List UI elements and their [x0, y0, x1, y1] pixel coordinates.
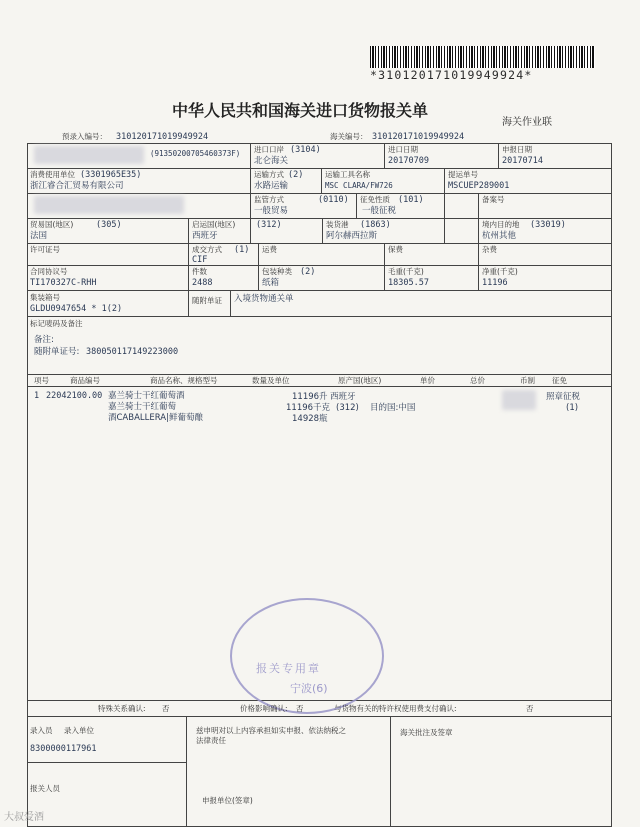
trade-mode-label: 监管方式	[254, 195, 284, 204]
bill-no: MSCUEP289001	[448, 181, 510, 191]
pieces-label: 件数	[192, 267, 207, 276]
deal: CIF	[192, 255, 208, 265]
tax-label: 征免性质	[360, 195, 390, 204]
goods-origin-code: (312)	[336, 403, 359, 413]
origin-label: 启运国(地区)	[192, 220, 236, 229]
tax: 一般征税	[362, 206, 397, 216]
origin: 西班牙	[192, 231, 218, 241]
customs-stamp	[230, 598, 384, 714]
consignee-code: (91350200705460373F)	[150, 149, 241, 158]
declare-date-label: 申报日期	[502, 145, 532, 154]
gross-label: 毛重(千克)	[388, 267, 424, 276]
consumer-label: 消费使用单位	[30, 170, 75, 179]
royalty-label: 与货物有关的特许权使用费支付确认:	[334, 704, 457, 713]
entry-code: 8300000117961	[30, 744, 97, 754]
stamp-line1: 报关专用章	[256, 662, 321, 675]
page-title: 中华人民共和国海关进口货物报关单	[172, 101, 429, 120]
consumer-code: (3301965E35)	[80, 170, 142, 180]
customs-no-value: 310120171019949924	[372, 132, 465, 142]
goods-header-hs: 商品编号	[70, 376, 100, 385]
goods-header-qty: 数量及单位	[252, 376, 290, 385]
goods-exempt: 照章征税	[546, 392, 581, 402]
trade-country: 法国	[30, 231, 48, 241]
declarer-label: 报关人员	[30, 784, 60, 793]
dest-label: 境内目的地	[482, 220, 520, 229]
special-value: 否	[162, 704, 170, 713]
port-code: (3104)	[290, 145, 321, 155]
bill-label: 提运单号	[448, 170, 478, 179]
customs-label: 海关批注及签章	[400, 728, 453, 737]
goods-header-name: 商品名称、规格型号	[150, 376, 218, 385]
price-value: 否	[296, 704, 304, 713]
gross: 18305.57	[388, 278, 429, 288]
barcode	[370, 46, 595, 68]
pack-code: (2)	[300, 267, 316, 277]
goods-name-line: 嘉兰骑士干红葡萄	[108, 402, 177, 412]
pre-entry-label: 预录入编号：	[62, 132, 107, 141]
goods-qty-line: 14928瓶	[292, 414, 328, 424]
import-date-label: 进口日期	[388, 145, 418, 154]
remark-label: 备注:	[34, 335, 54, 345]
declare-unit-label: 申报单位(签章)	[202, 796, 253, 805]
transport-mode-label: 运输方式	[254, 170, 284, 179]
cert-no: 380050117149223000	[86, 347, 179, 357]
goods-name-line: 嘉兰骑士干红葡萄酒	[108, 391, 185, 401]
goods-header-item: 项号	[34, 376, 49, 385]
misc-label: 杂费	[482, 245, 497, 254]
entry-label: 录入员	[30, 726, 53, 735]
redacted-total	[502, 390, 536, 410]
transport-mode-code: (2)	[288, 170, 304, 180]
goods-header-price: 单价	[420, 376, 435, 385]
royalty-value: 否	[526, 704, 534, 713]
barcode-number: *310120171019949924*	[370, 68, 533, 82]
goods-origin: 西班牙	[330, 392, 356, 402]
goods-qty-line: 11196千克	[286, 403, 331, 413]
net: 11196	[482, 278, 508, 288]
cert-label: 随附单证号:	[34, 347, 80, 357]
goods-hs-code: 22042100.00	[46, 391, 103, 401]
docs: 入境货物通关单	[234, 294, 294, 304]
entry-unit-label: 录入单位	[64, 726, 94, 735]
pack-label: 包装种类	[262, 267, 292, 276]
port-label: 进口口岸	[254, 145, 284, 154]
deal-code: (1)	[234, 245, 250, 255]
goods-header-exempt: 征免	[552, 376, 567, 385]
statement-line: 法律责任	[196, 736, 226, 745]
goods-exempt-code: (1)	[566, 403, 579, 413]
load-port-code: (1863)	[360, 220, 391, 230]
pre-entry-value: 310120171019949924	[116, 132, 209, 142]
goods-header-currency: 币制	[520, 376, 535, 385]
goods-dest: 目的国:中国	[370, 403, 416, 413]
pieces: 2488	[192, 278, 213, 288]
customs-no-label: 海关编号：	[330, 132, 368, 141]
tax-code: (101)	[398, 195, 424, 205]
trade-country-code: (305)	[96, 220, 122, 230]
license-label: 许可证号	[30, 245, 60, 254]
goods-item-no: 1	[34, 391, 40, 401]
contract: TI170327C-RHH	[30, 278, 97, 288]
redacted-consignee	[34, 146, 144, 164]
import-date: 20170709	[388, 156, 429, 166]
trade-mode-code: (0110)	[318, 195, 349, 205]
container: GLDU0947654 * 1(2)	[30, 304, 123, 314]
special-label: 特殊关系确认:	[98, 704, 146, 713]
container-label: 集装箱号	[30, 293, 60, 302]
transport-mode: 水路运输	[254, 181, 289, 191]
watermark: 大叔爱酒	[4, 812, 44, 823]
consumer-name: 浙江睿合汇贸易有限公司	[30, 181, 124, 191]
insurance-label: 保费	[388, 245, 403, 254]
stamp-line2: 宁波(6)	[290, 682, 328, 695]
trade-country-label: 贸易国(地区)	[30, 220, 74, 229]
docs-label: 随附单证	[192, 296, 222, 305]
dest: 杭州其他	[482, 231, 517, 241]
net-label: 净重(千克)	[482, 267, 518, 276]
goods-name-line: 酒CABALLERA|鲜葡萄酿	[108, 413, 203, 423]
vessel-label: 运输工具名称	[325, 170, 370, 179]
deal-label: 成交方式	[192, 245, 222, 254]
copy-label: 海关作业联	[502, 117, 552, 128]
marks-label: 标记唛码及备注	[30, 319, 83, 328]
goods-header-total: 总价	[470, 376, 485, 385]
trade-mode: 一般贸易	[254, 206, 289, 216]
load-port: 阿尔赫西拉斯	[326, 231, 378, 241]
record-label: 备案号	[482, 195, 505, 204]
statement-line: 兹申明对以上内容承担如实申报、依法纳税之	[196, 726, 346, 735]
price-label: 价格影响确认:	[240, 704, 288, 713]
goods-header-origin: 原产国(地区)	[338, 376, 382, 385]
contract-label: 合同协议号	[30, 267, 68, 276]
goods-qty-line: 11196升	[292, 392, 328, 402]
port-value: 北仑海关	[254, 156, 289, 166]
freight-label: 运费	[262, 245, 277, 254]
origin-code: (312)	[256, 220, 282, 230]
dest-code: (33019)	[530, 220, 566, 230]
redacted-declarant	[34, 196, 184, 214]
declare-date: 20170714	[502, 156, 543, 166]
vessel: MSC CLARA/FW726	[325, 181, 393, 190]
pack: 纸箱	[262, 278, 280, 288]
load-port-label: 装货港	[326, 220, 349, 229]
